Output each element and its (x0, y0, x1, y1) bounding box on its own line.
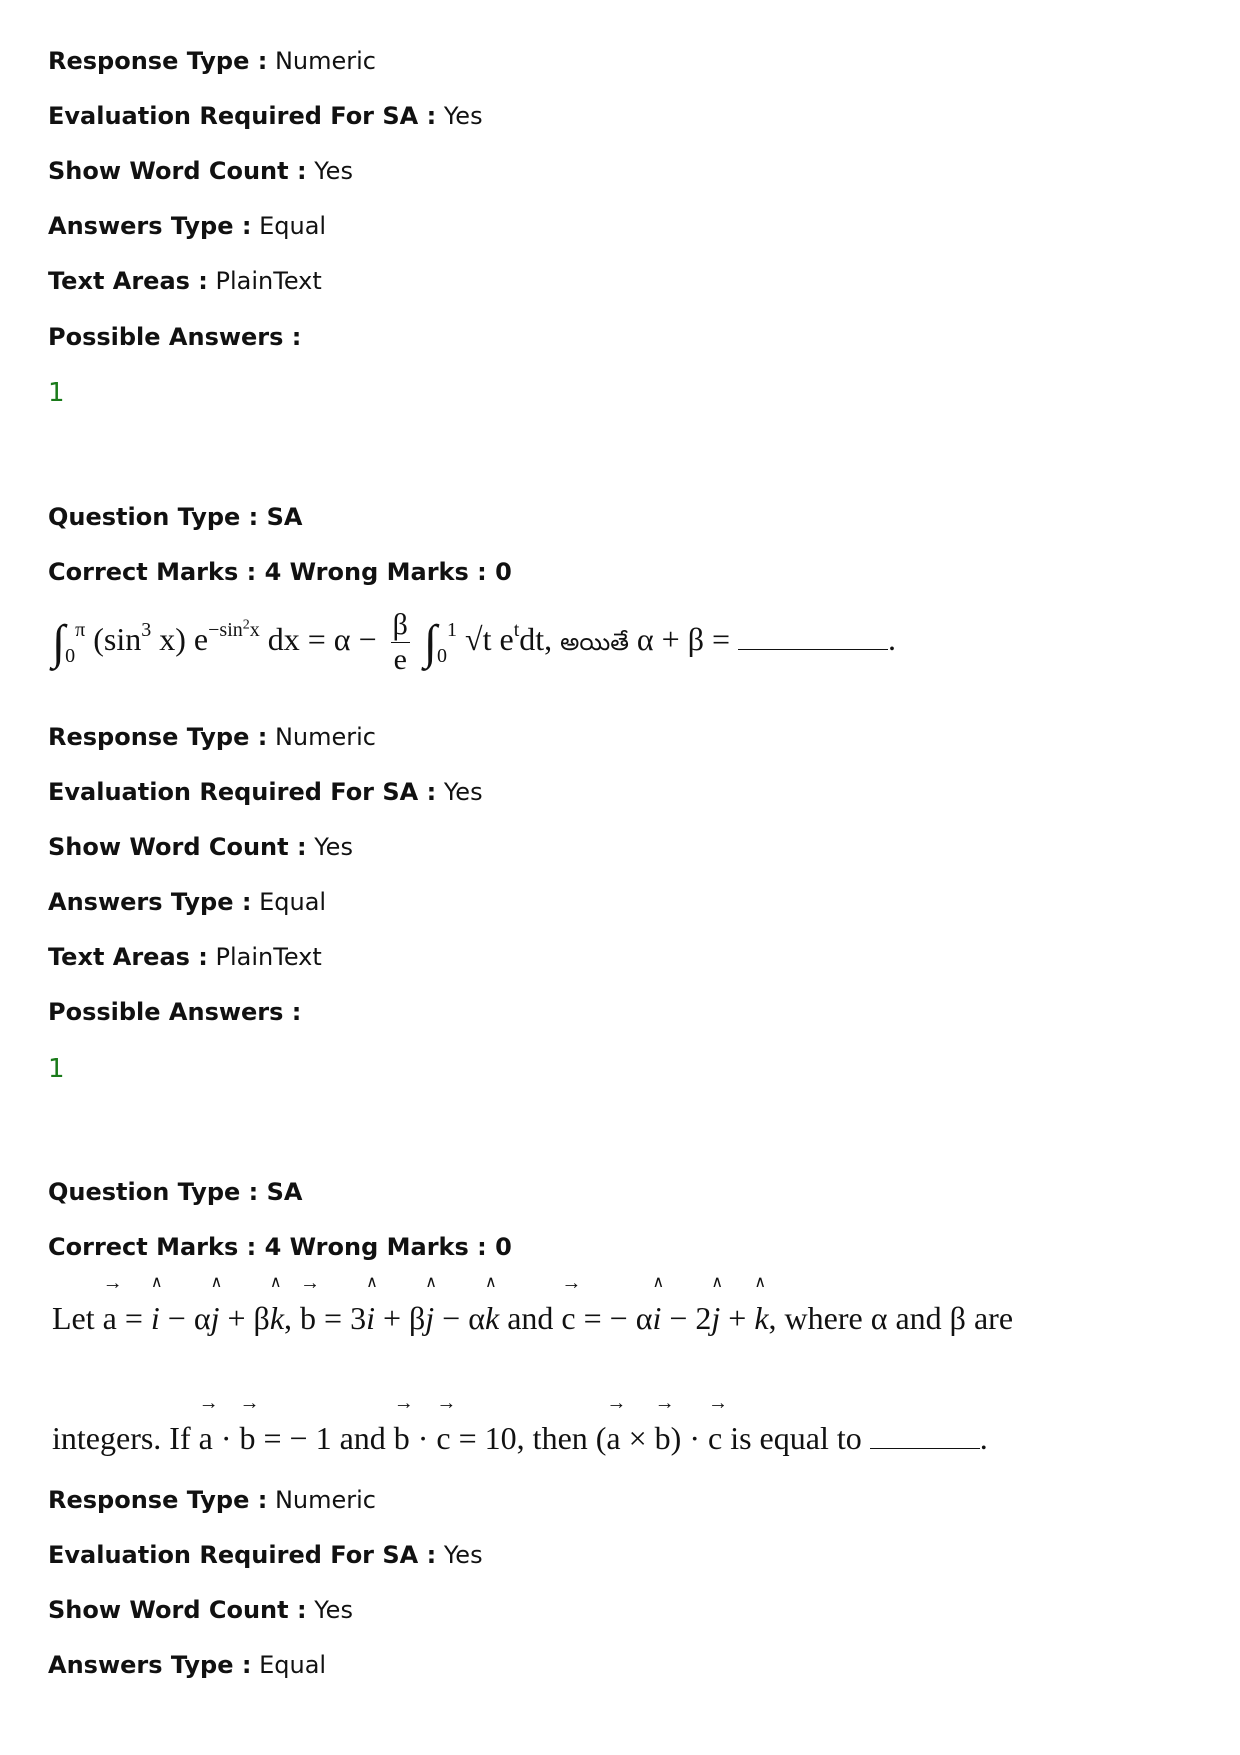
question-text-line-2: integers. If → a · → b = − 1 and → b · → c = 10, then (→ a × → b) · → c is equal to . (52, 1420, 988, 1457)
response-type-row: Response Type : Numeric (48, 723, 376, 751)
show-word-count-row: Show Word Count : Yes (48, 1596, 353, 1624)
field-value: Yes (443, 102, 483, 130)
eval-required-row (48, 101, 483, 131)
field-value: Equal (259, 212, 327, 240)
text-areas-row: Text Areas : PlainText (48, 943, 322, 971)
field-label: Show Word Count : (48, 157, 307, 185)
eval-required-row: Evaluation Required For SA : Yes (48, 778, 483, 806)
field-label: Evaluation Required For SA : (48, 102, 437, 130)
answers-type-row: Answers Type : Equal (48, 888, 327, 916)
possible-answers-label: Possible Answers : (48, 998, 302, 1026)
telugu-word: అయితే (560, 627, 629, 656)
field-label: Answers Type : (48, 212, 252, 240)
answers-type-row: Answers Type : Equal (48, 1651, 327, 1679)
field-label: Text Areas : (48, 267, 208, 295)
question-equation: $\int_0^\pi$ ($\sin^3$ x) $e^{-sin^2x}$ dx = α − $\frac{\beta}{e}$ $\int_0^1$ √t $e^tdt$, అయితే α + β = . (52, 608, 897, 676)
question-type: Question Type : SA (48, 1178, 303, 1206)
field-label: Response Type : (48, 47, 268, 75)
response-type-row: Response Type : Numeric (48, 1486, 376, 1514)
text-areas-row (48, 266, 322, 296)
show-word-count-row: Show Word Count : Yes (48, 833, 353, 861)
possible-answer-value: 1 (48, 1054, 65, 1084)
field-value: Numeric (274, 47, 376, 75)
question-marks: Correct Marks : 4 Wrong Marks : 0 (48, 558, 512, 586)
question-marks: Correct Marks : 4 Wrong Marks : 0 (48, 1233, 512, 1261)
field-value: PlainText (215, 267, 322, 295)
question-type: Question Type : SA (48, 503, 303, 531)
answers-type-row (48, 211, 326, 241)
field-value: Yes (314, 157, 353, 185)
response-type-row (48, 46, 376, 76)
question-text-line-1: Let → a = ∧ i − α∧ j + β∧ k, → b = 3∧ i + β∧ j − α∧ k and → c = − α∧ i − 2∧ j + ∧ k, where α and β are (52, 1300, 1013, 1337)
possible-answers-label: Possible Answers : (48, 323, 302, 351)
show-word-count-row (48, 156, 353, 186)
eval-required-row: Evaluation Required For SA : Yes (48, 1541, 483, 1569)
possible-answer-value: 1 (48, 378, 65, 408)
